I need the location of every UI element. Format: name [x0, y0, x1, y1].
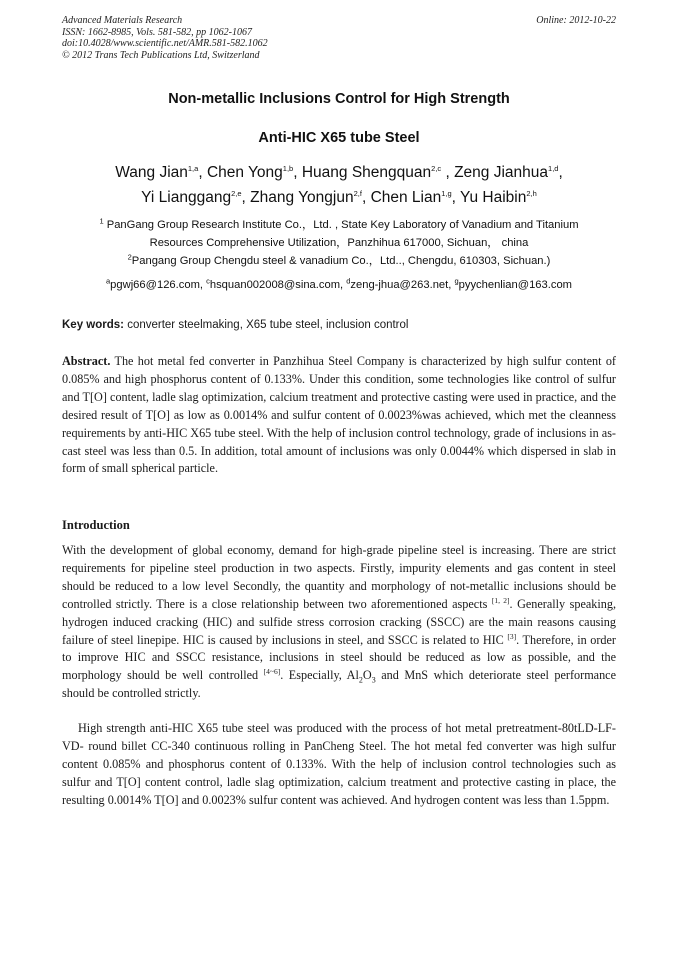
citation: [3]	[507, 631, 517, 641]
author-affiliation-mark: 1,a	[187, 163, 199, 173]
affiliation-text: Pangang Group Chengdu steel & vanadium Co.，Ltd.., Chengdu, 610303, Sichuan.)	[131, 255, 551, 267]
email-link[interactable]: zeng-jhua@263.net,	[350, 279, 452, 291]
intro-text: and MnS which deteriorate steel performance should be controlled strictly.	[62, 668, 616, 701]
author-affiliation-mark: 2,f	[353, 188, 362, 198]
online-date: Online: 2012-10-22	[536, 15, 616, 26]
affiliation-1-line-1	[40, 218, 638, 232]
author-separator: ,	[558, 164, 563, 181]
abstract	[62, 353, 616, 478]
affiliation-1-line-2: Resources Comprehensive Utilization，Panzhihua 617000, Sichuan， china	[149, 237, 529, 249]
author-affiliation-mark: 2,h	[526, 188, 537, 198]
author-affiliation-mark: 1,b	[282, 163, 294, 173]
author-affiliation-mark: 1,g	[441, 188, 452, 198]
email-link[interactable]: hsquan002008@sina.com,	[209, 279, 344, 291]
email-link[interactable]: pgwj66@126.com,	[110, 279, 203, 291]
author-name: Chen Lian	[370, 189, 442, 206]
email-mark: d	[346, 276, 351, 286]
email-link[interactable]: pyychenlian@163.com	[458, 279, 572, 291]
author-line-2	[40, 188, 638, 207]
author-separator: ,	[441, 164, 455, 181]
citation: [4~6]	[263, 667, 281, 677]
author-name: Huang Shengquan	[301, 164, 432, 181]
affiliation-text: PanGang Group Research Institute Co.，Ltd. , State Key Laboratory of Vanadium and Titanium	[103, 219, 579, 231]
author-affiliation-mark: 1,d	[548, 163, 559, 173]
affiliation-mark: 1	[99, 216, 104, 226]
author-name: Yu Haibin	[460, 189, 527, 206]
subscript: 3	[371, 675, 376, 685]
author-separator: ,	[361, 189, 371, 206]
intro-paragraph-1	[62, 542, 616, 703]
copyright-line: © 2012 Trans Tech Publications Ltd, Switzerland	[62, 49, 260, 61]
section-heading-introduction: Introduction	[62, 518, 130, 532]
author-separator: ,	[241, 189, 251, 206]
journal-header	[62, 15, 616, 61]
citation: [1, 2]	[491, 595, 510, 605]
author-affiliation-mark: 2,c	[431, 163, 442, 173]
paper-title-line-2: Anti-HIC X65 tube Steel	[258, 130, 420, 146]
journal-name: Advanced Materials Research	[62, 15, 183, 26]
intro-text: With the development of global economy, demand for high-grade pipeline steel is increasing. There are strict requirements for pipeline steel production in two aspects. Firstly, impurity elements and gas content in steel should be reduced to a low level Secondly, the quantity and morphology of not-metallic inclusions should be controlled strictly. There is a close relationship between two aforementioned aspects	[62, 543, 616, 611]
subscript: 2	[358, 675, 363, 685]
author-name: Chen Yong	[206, 164, 283, 181]
abstract-text: The hot metal fed converter in Panzhihua Steel Company is characterized by high sulfur content of 0.085% and high phosphorus content of 0.133%. Under this condition, some technologies like control of sulfur and T[O] content, ladle slag optimization, calcium treatment and protective casting were used in practice, and the desired result of T[O] as low as 0.0014% and sulfur content of 0.0023%was achieved, which met the cleanness requirements by anti-HIC X65 tube steel. With the help of inclusion control technology, grade of inclusions in as-cast steel was less than 0.5. In addition, total amount of inclusions was only 0.0044% which dispersed in slab in form of small spherical particle.	[62, 354, 616, 476]
email-mark: g	[454, 276, 459, 286]
author-line-1	[40, 163, 638, 182]
author-affiliation-mark: 2,e	[231, 188, 242, 198]
intro-text: . Especially, Al	[280, 668, 359, 683]
author-name: Zeng Jianhua	[454, 164, 549, 181]
author-separator: ,	[293, 164, 302, 181]
intro-text: O	[362, 668, 372, 683]
keywords-text: converter steelmaking, X65 tube steel, inclusion control	[124, 319, 409, 331]
paper-title-line-1: Non-metallic Inclusions Control for High Strength	[168, 91, 510, 107]
intro-text: . Generally speaking, hydrogen induced cracking (HIC) and sulfide stress corrosion cracking (SSCC) are the main reasons causing failure of steel linepipe. HIC is caused by inclusions in steel, and SSCC is related to HIC	[62, 596, 617, 647]
keywords-label: Key words:	[62, 319, 124, 331]
issn-line: ISSN: 1662-8985, Vols. 581-582, pp 1062-1067	[62, 26, 252, 38]
email-mark: c	[206, 276, 210, 286]
author-name: Yi Lianggang	[141, 189, 232, 206]
author-separator: ,	[198, 164, 207, 181]
author-name: Wang Jian	[115, 164, 188, 181]
affiliation-mark: 2	[127, 252, 132, 262]
email-mark: a	[106, 276, 111, 286]
intro-text: . Therefore, in order to improve HIC and SSCC resistance, inclusions in steel should be reduced as low as possible, and the morphology should be well controlled	[62, 632, 616, 683]
doi-line: doi:10.4028/www.scientific.net/AMR.581-582.1062	[62, 38, 268, 49]
author-name: Zhang Yongjun	[250, 189, 354, 206]
author-separator: ,	[451, 189, 461, 206]
author-emails	[40, 278, 638, 292]
keywords	[62, 318, 616, 332]
intro-paragraph-2: High strength anti-HIC X65 tube steel was produced with the process of hot metal pretreatment-80tLD-LF-VD- round billet CC-340 continuous rolling in PanCheng Steel. The hot metal fed converter was high sulfur content 0.085% and phosphorus content of 0.133%. With the help of inclusion control technologies such as sulfur and T[O] content control, ladle slag optimization, calcium treatment and protective casting in place, the resulting 0.0014% T[O] and 0.0023% sulfur content was achieved. And hydrogen content was less than 1.5ppm.	[62, 721, 616, 807]
abstract-label: Abstract.	[62, 354, 111, 368]
affiliation-2	[40, 254, 638, 268]
